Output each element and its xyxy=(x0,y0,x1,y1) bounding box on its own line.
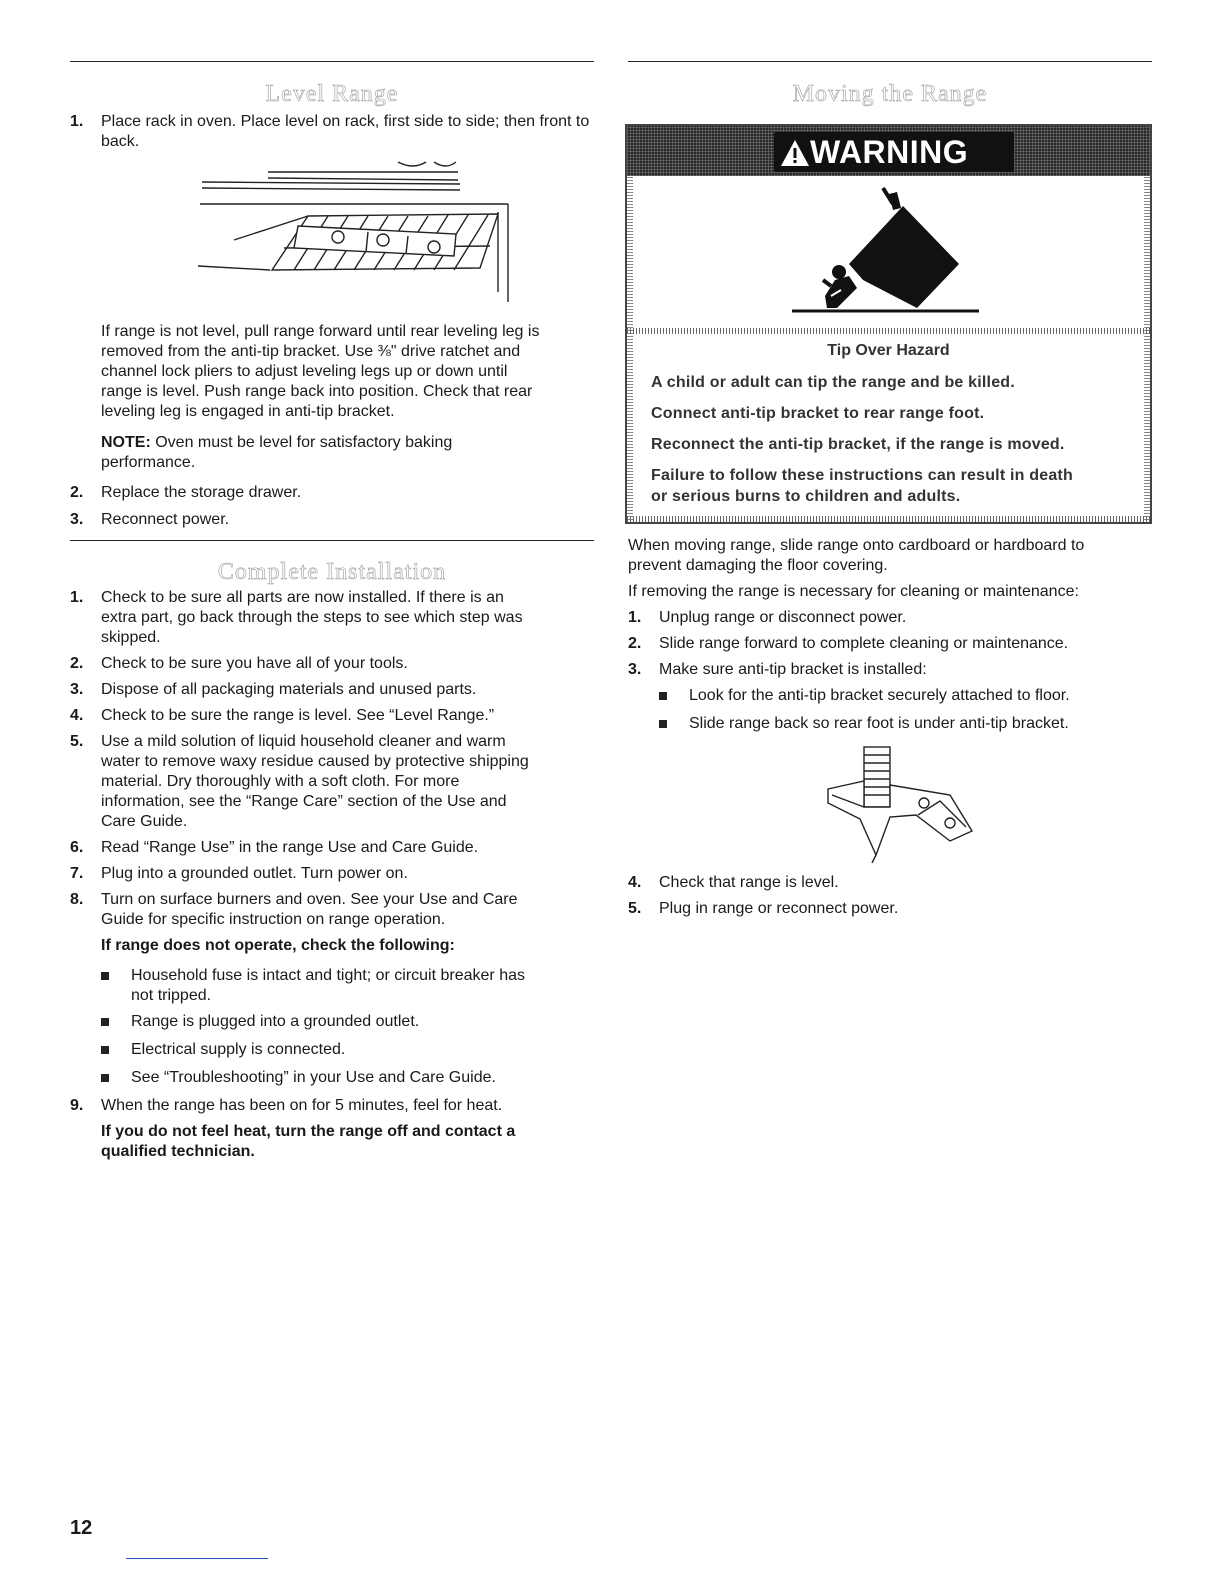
bullet-square-icon xyxy=(101,1074,109,1082)
step-number: 4. xyxy=(628,874,642,891)
step-text: Slide range forward to complete cleaning or maintenance. xyxy=(659,635,1069,652)
note-text-2: performance. xyxy=(101,454,196,471)
step-text: When the range has been on for 5 minutes, feel for heat. xyxy=(101,1097,503,1114)
step-number: 8. xyxy=(70,891,84,908)
text-line: channel lock pliers to adjust leveling legs up or down until xyxy=(101,363,508,380)
bullet-square-icon xyxy=(101,1046,109,1054)
step-number: 4. xyxy=(70,707,84,724)
check-heading: If range does not operate, check the following: xyxy=(101,937,455,954)
left-column xyxy=(70,0,594,1584)
text-line: When moving range, slide range onto cardboard or hardboard to xyxy=(628,537,1085,554)
step-number: 9. xyxy=(70,1097,84,1114)
warning-line-5: or serious burns to children and adults. xyxy=(651,488,961,505)
step-number: 1. xyxy=(70,113,84,130)
step-number: 3. xyxy=(628,661,642,678)
step-text: Place rack in oven. Place level on rack, first side to side; then front to back. xyxy=(101,113,590,150)
warning-line-2: Connect anti-tip bracket to rear range foot. xyxy=(651,405,985,422)
oven-rack-level-illustration xyxy=(198,160,518,305)
bullet-square-icon xyxy=(101,1018,109,1026)
final-instruction: If you do not feel heat, turn the range off and contact a qualified technician. xyxy=(101,1123,516,1160)
step-text: Plug into a grounded outlet. Turn power on. xyxy=(101,865,408,882)
step-text: Use a mild solution of liquid household cleaner and warm water to remove waxy residue caused by protective shipping material. Dry thoroughly with a soft cloth. For more information, see the “Range Care” section of the Use and Care Guide. xyxy=(101,733,529,830)
step-number: 7. xyxy=(70,865,84,882)
level-note xyxy=(101,433,594,473)
step-number: 1. xyxy=(628,609,642,626)
tip-over-hazard-icon xyxy=(627,176,1150,326)
step-number: 5. xyxy=(70,733,84,750)
level-paragraph xyxy=(101,322,594,422)
footer-line xyxy=(126,1558,268,1559)
step-text: Make sure anti-tip bracket is installed: xyxy=(659,661,927,678)
text-line: leveling leg is engaged in anti-tip bracket. xyxy=(101,403,395,420)
bullet-square-icon xyxy=(659,692,667,700)
step-number: 6. xyxy=(70,839,84,856)
level-range-title: Level Range xyxy=(265,81,399,107)
bullet-square-icon xyxy=(101,972,109,980)
bullet-text: Slide range back so rear foot is under anti-tip bracket. xyxy=(689,715,1069,732)
step-number: 2. xyxy=(70,655,84,672)
page-number: 12 xyxy=(70,1517,93,1539)
warning-separator xyxy=(627,328,1150,334)
moving-intro xyxy=(628,536,1152,576)
bullet-square-icon xyxy=(659,720,667,728)
warning-label xyxy=(774,132,1014,172)
bullet-text: Electrical supply is connected. xyxy=(131,1041,346,1058)
step-text: Reconnect power. xyxy=(101,511,230,528)
warning-word: WARNING xyxy=(810,134,969,170)
step-number: 5. xyxy=(628,900,642,917)
warning-line-3: Reconnect the anti-tip bracket, if the range is moved. xyxy=(651,436,1065,453)
text-line: prevent damaging the floor covering. xyxy=(628,557,888,574)
step-text: Plug in range or reconnect power. xyxy=(659,900,899,917)
anti-tip-bracket-illustration xyxy=(820,745,980,863)
text-line: removed from the anti-tip bracket. Use ⅜" drive ratchet and xyxy=(101,343,521,360)
bullet-text: Range is plugged into a grounded outlet. xyxy=(131,1013,420,1030)
complete-installation-title: Complete Installation xyxy=(217,559,447,585)
step-number: 2. xyxy=(628,635,642,652)
step-number: 2. xyxy=(70,484,84,501)
step-text: Dispose of all packaging materials and unused parts. xyxy=(101,681,477,698)
text-line: If range is not level, pull range forward until rear leveling leg is xyxy=(101,323,540,340)
step-text: Turn on surface burners and oven. See your Use and Care Guide for specific instruction on range operation. xyxy=(101,891,518,928)
note-label: NOTE: xyxy=(101,434,151,451)
tip-over-warning-box xyxy=(625,124,1152,524)
text-line: range is level. Push range back into position. Check that rear xyxy=(101,383,533,400)
warning-line-1: A child or adult can tip the range and be killed. xyxy=(651,374,1015,391)
warning-header-bar xyxy=(627,126,1150,176)
top-rule-right xyxy=(628,61,1152,62)
bullet-text: Household fuse is intact and tight; or circuit breaker has not tripped. xyxy=(131,967,525,1004)
step-text: Unplug range or disconnect power. xyxy=(659,609,907,626)
step-number: 3. xyxy=(70,681,84,698)
bullet-text: Look for the anti-tip bracket securely attached to floor. xyxy=(689,687,1070,704)
moving-range-title: Moving the Range xyxy=(792,81,988,107)
step-text: Read “Range Use” in the range Use and Care Guide. xyxy=(101,839,479,856)
bullet-text: See “Troubleshooting” in your Use and Care Guide. xyxy=(131,1069,496,1086)
warning-footer-border xyxy=(627,516,1150,522)
step-text: Check to be sure you have all of your tools. xyxy=(101,655,408,672)
top-rule-left xyxy=(70,61,594,62)
removing-line: If removing the range is necessary for cleaning or maintenance: xyxy=(628,583,1079,600)
warning-hazard-title: Tip Over Hazard xyxy=(827,342,950,359)
step-number: 3. xyxy=(70,511,84,528)
warning-triangle-icon xyxy=(780,139,810,167)
step-text: Check to be sure all parts are now installed. If there is an extra part, go back through the steps to see which step was skipped. xyxy=(101,589,523,646)
step-text: Replace the storage drawer. xyxy=(101,484,302,501)
warning-line-4: Failure to follow these instructions can result in death xyxy=(651,467,1073,484)
note-text: Oven must be level for satisfactory baking xyxy=(150,434,453,451)
step-text: Check to be sure the range is level. See “Level Range.” xyxy=(101,707,495,724)
section-rule xyxy=(70,540,594,541)
step-number: 1. xyxy=(70,589,84,606)
step-text: Check that range is level. xyxy=(659,874,839,891)
